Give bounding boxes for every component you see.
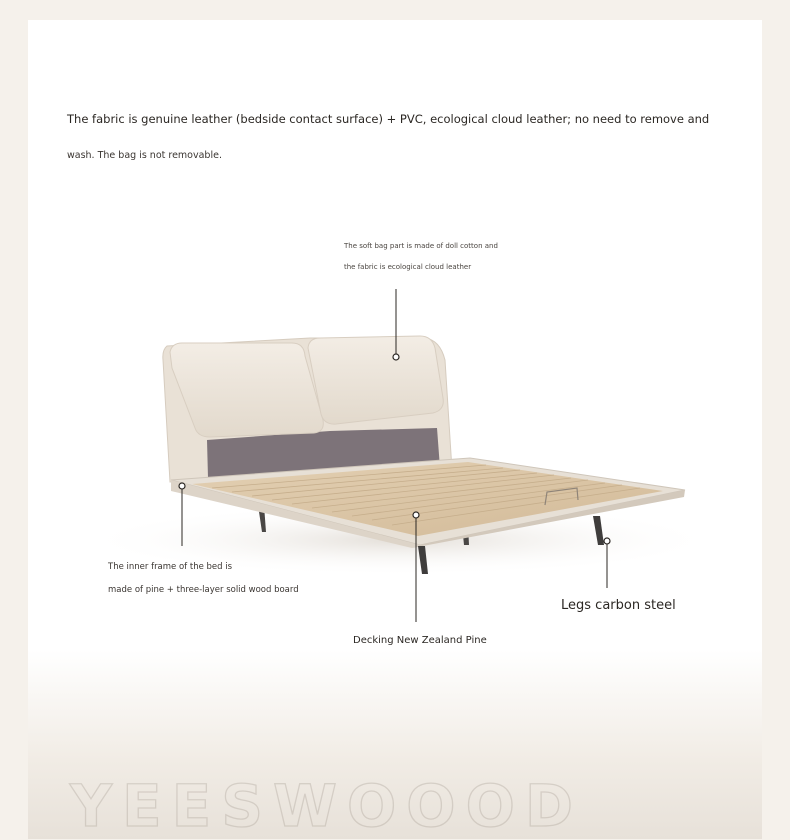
- decking-callout-dot: [413, 512, 419, 518]
- decking-label: Decking New Zealand Pine: [353, 635, 487, 646]
- left-cushion: [170, 343, 323, 437]
- soft-bag-callout-dot: [393, 354, 399, 360]
- inner-frame-label-line-2: made of pine + three-layer solid wood board: [108, 585, 299, 595]
- inner-frame-label-line-1: The inner frame of the bed is: [108, 562, 233, 572]
- fabric-description-line-2: wash. The bag is not removable.: [67, 150, 222, 161]
- right-cushion: [308, 336, 443, 424]
- fabric-description-line-1: The fabric is genuine leather (bedside contact surface) + PVC, ecological cloud leather; no need to remove and: [67, 112, 710, 126]
- inner-frame-callout-dot: [179, 483, 185, 489]
- legs-callout-dot: [604, 538, 610, 544]
- brand-watermark: YEESWOOOD: [70, 772, 584, 840]
- legs-label: Legs carbon steel: [561, 598, 676, 613]
- soft-bag-label-line-2: the fabric is ecological cloud leather: [344, 263, 472, 271]
- soft-bag-label-line-1: The soft bag part is made of doll cotton and: [344, 242, 498, 250]
